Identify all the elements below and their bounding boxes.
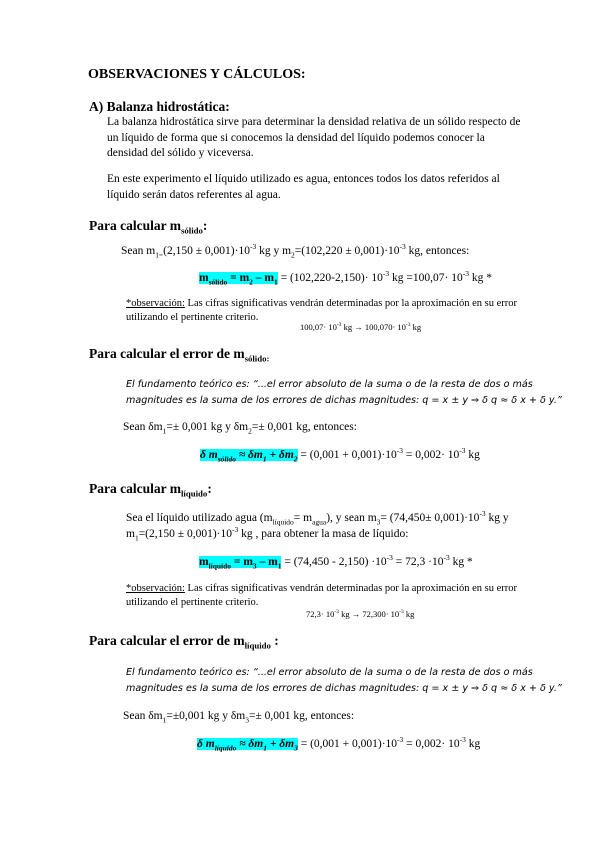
liquid-line: En este experimento el líquido utilizado es agua, entonces todos los datos referidos al (107, 173, 500, 185)
err-msolido-data-line: Sean $\delta m_1=\pm 0,001$ kg y $\delta m_2=\pm 0,001$ kg, entonces: (123, 421, 357, 436)
err-msolido-formula: δ $m_{sólido} \approx \delta m_1 + \delta m_2 = (0,001 + 0,001)\cdot 10^{-3} = 0,002\cdot 10^{-3}$ kg (200, 446, 480, 464)
intro-line: La balanza hidrostática sirve para determinar la densidad relativa de un sólido respecto de (107, 116, 521, 128)
mliquido-observation: *observación: Las cifras significativas vendrán determinadas por la aproximación en su error utilizando el pertinente criterio. (126, 583, 517, 608)
err-mliquido-formula: δ $m_{líquido} \approx \delta m_1 + \delta m_3 = (0,001 + 0,001)\cdot 10^{-3} = 0,002\cdot 10^{-3}$ kg (197, 735, 481, 753)
msolido-approx: $100,07\cdot 10^{-3}$ kg → $100,070\cdot 10^{-3}$ kg (300, 322, 422, 332)
liquid-paragraph (107, 172, 500, 203)
msolido-heading: Para calcular $m_{sólido}$: (89, 218, 208, 236)
mliquido-heading: Para calcular $m_{líquido}$: (89, 481, 212, 499)
err-mliquido-quote: El fundamento teórico es: “...el error absoluto de la suma o de la resta de dos o más magnitudes es la suma de los errores de dichas magnitudes: q = x ± y ⇒ δ q ≈ δ x + δ y.” (126, 667, 562, 694)
msolido-observation: *observación: Las cifras significativas vendrán determinadas por la aproximación en su error utilizando el pertinente criterio. (126, 298, 517, 323)
err-msolido-heading: Para calcular el error de $m_{sólido:}$ (89, 346, 270, 364)
err-mliquido-data-line: Sean $\delta m_1=\pm 0,001$ kg y $\delta m_3=\pm 0,001$ kg, entonces: (123, 710, 355, 725)
msolido-formula: $m_{sólido} = m_2 - m_1 = (102,220-2,150)\cdot 10^{-3}$ kg $=100,07\cdot 10^{-3}$ kg * (199, 269, 492, 287)
intro-line: densidad del sólido y viceversa. (107, 147, 254, 159)
mliquido-data-lines: Sea el líquido utilizado agua $(m_{líquido}= m_{agua})$, y sean $m_3= (74,450\pm 0,001)\cdot 10^{-3}$ kg y $m_1=(2,150 \pm 0,001)\cdot 10^{-3}$ kg , para obtener la masa de líquido: (126, 509, 509, 542)
err-mliquido-heading: Para calcular el error de $m_{líquido}$ : (89, 633, 279, 651)
liquid-line: líquido serán datos referentes al agua. (107, 188, 281, 201)
msolido-data-line: Sean $m_{1=}(2,150 \pm 0,001)\cdot 10^{-3}$ kg y $m_2=(102,220 \pm 0,001)\cdot 10^{-3}$ kg, entonces: (121, 242, 470, 260)
section-a-heading: A) Balanza hidrostática: (89, 99, 230, 114)
mliquido-formula: $m_{líquido} = m_3 - m_1 = (74,450 - 2,150) \cdot 10^{-3} = 72,3 \cdot 10^{-3}$ kg * (199, 553, 473, 571)
err-msolido-quote: El fundamento teórico es: “...el error absoluto de la suma o de la resta de dos o más magnitudes es la suma de los errores de dichas magnitudes: q = x ± y ⇒ δ q ≈ δ x + δ y.” (126, 379, 562, 406)
intro-paragraph (107, 115, 521, 162)
page-title: OBSERVACIONES Y CÁLCULOS: (88, 67, 306, 82)
intro-line: un líquido de forma que si conocemos la densidad del líquido podemos conocer la (107, 131, 485, 144)
mliquido-approx: $72,3\cdot 10^{-3}$ kg → $72,300\cdot 10^{-3}$ kg (306, 609, 415, 619)
